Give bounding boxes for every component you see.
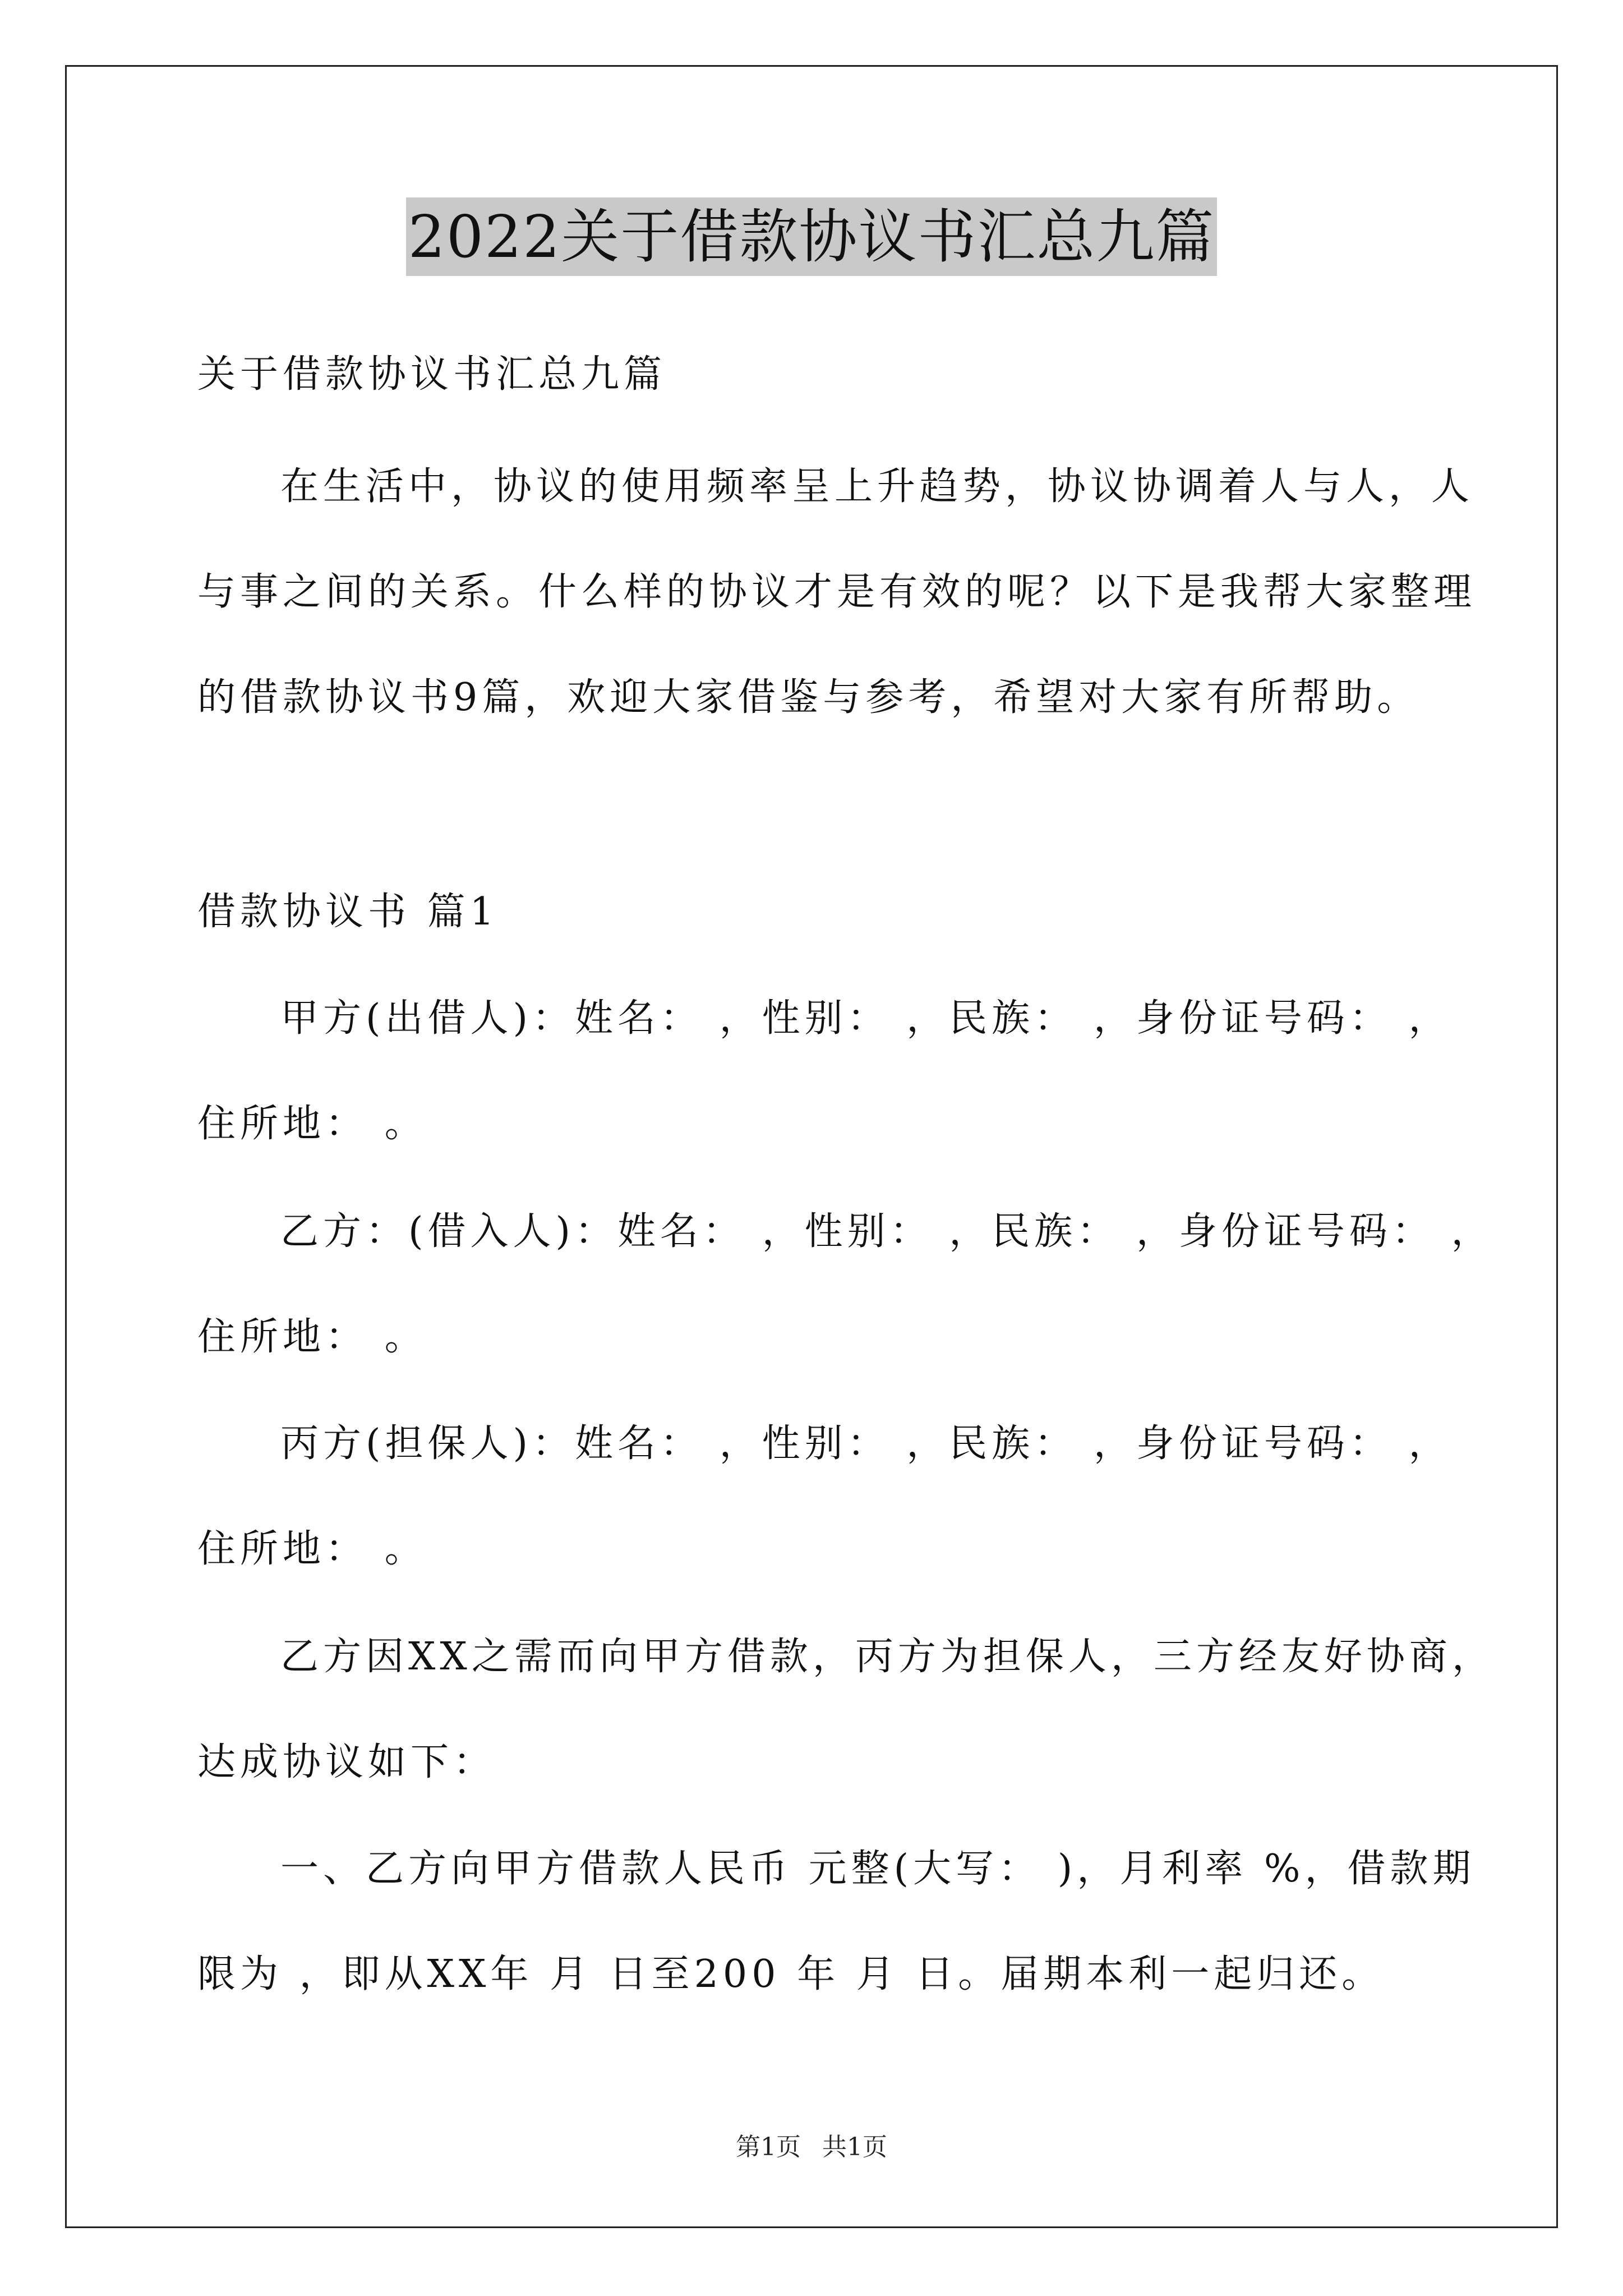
party-c-line-2: 住所地： 。 <box>197 1527 427 1571</box>
page-total: 共1页 <box>822 2133 887 2161</box>
agreement-line-1: 乙方因XX之需而向甲方借款，丙方为担保人，三方经友好协商， <box>280 1635 1495 1679</box>
page-number: 第1页 <box>736 2133 801 2161</box>
party-a-line-2: 住所地： 。 <box>197 1102 427 1146</box>
subtitle: 关于借款协议书汇总九篇 <box>197 352 667 397</box>
document-title <box>0 197 1623 276</box>
section-heading: 借款协议书 篇1 <box>197 890 499 934</box>
party-a-line-1: 甲方(出借人)：姓名： ，性别： ，民族： ，身份证号码： ， <box>280 996 1451 1041</box>
party-b-line-1: 乙方：(借入人)：姓名： ，性别： ，民族： ，身份证号码： ， <box>280 1209 1494 1254</box>
party-b-line-2: 住所地： 。 <box>197 1315 427 1359</box>
page-footer <box>0 2132 1623 2163</box>
party-c-line-1: 丙方(担保人)：姓名： ，性别： ，民族： ，身份证号码： ， <box>280 1421 1451 1466</box>
intro-line-3: 的借款协议书9篇，欢迎大家借鉴与参考，希望对大家有所帮助。 <box>197 675 1420 720</box>
title-text: 2022关于借款协议书汇总九篇 <box>406 197 1218 276</box>
clause-1-line-2: 限为 ，即从XX年 月 日至200 年 月 日。届期本利一起归还。 <box>197 1952 1385 1996</box>
agreement-line-2: 达成协议如下： <box>197 1740 496 1784</box>
intro-line-1: 在生活中，协议的使用频率呈上升趋势，协议协调着人与人，人 <box>280 464 1474 509</box>
intro-line-2: 与事之间的关系。什么样的协议才是有效的呢？以下是我帮大家整理 <box>197 570 1477 614</box>
clause-1-line-1: 一、乙方向甲方借款人民币 元整(大写： )，月利率 %，借款期 <box>280 1847 1476 1891</box>
